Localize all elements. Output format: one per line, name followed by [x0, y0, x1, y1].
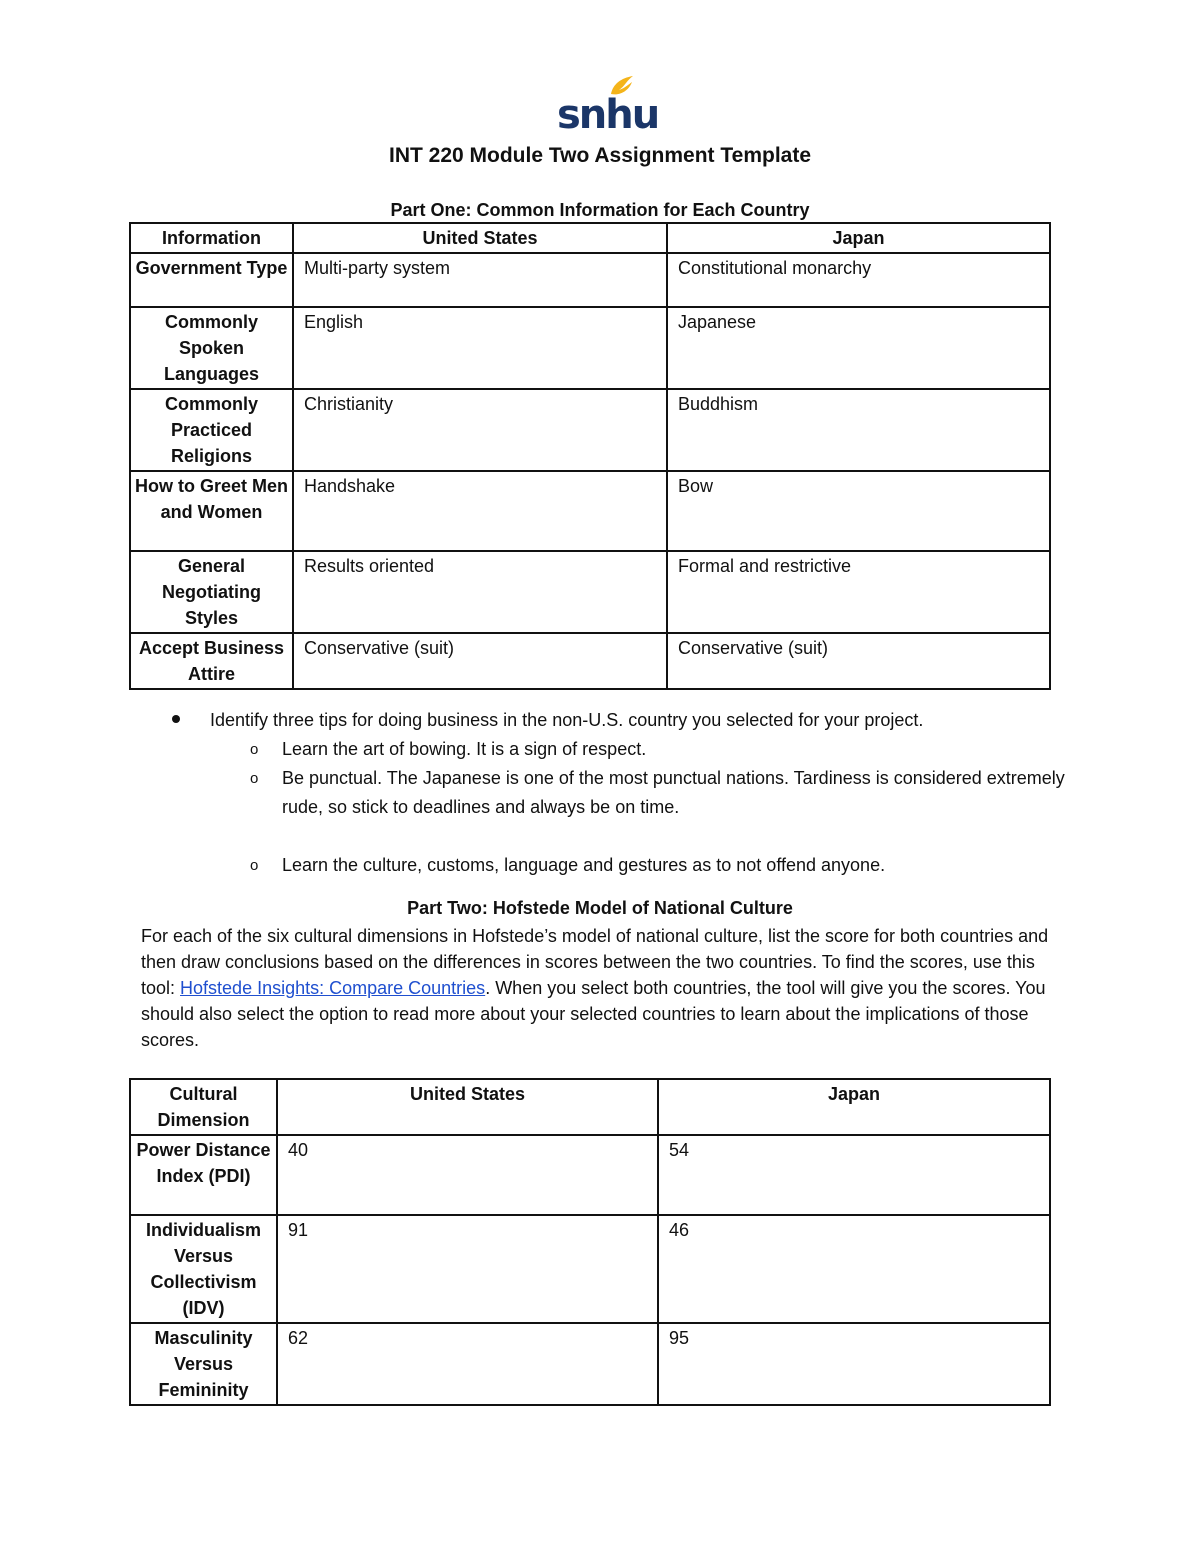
japan-cell: Formal and restrictive	[667, 551, 1050, 633]
us-cell: Christianity	[293, 389, 667, 471]
document-title: INT 220 Module Two Assignment Template	[389, 144, 811, 167]
bullet-icon	[172, 715, 180, 723]
japan-score-cell: 54	[658, 1135, 1050, 1215]
column-header-united-states: United States	[293, 223, 667, 253]
us-score-cell: 40	[277, 1135, 658, 1215]
tip-text: Be punctual. The Japanese is one of the most punctual nations. Tardiness is considered extremely rude, so stick to deadlines and always be on time.	[282, 768, 1065, 817]
table-row	[130, 633, 1050, 689]
row-label: Government Type	[130, 253, 293, 307]
tip-text: Learn the culture, customs, language and gestures as to not offend anyone.	[282, 855, 886, 875]
us-cell: Conservative (suit)	[293, 633, 667, 689]
table-row	[130, 1323, 1050, 1405]
bullet-text: Identify three tips for doing business in the non-U.S. country you selected for your project.	[210, 710, 924, 730]
table-row	[130, 1215, 1050, 1323]
japan-cell: Japanese	[667, 307, 1050, 389]
part-one-heading: Part One: Common Information for Each Country	[390, 200, 810, 220]
tip-text: Learn the art of bowing. It is a sign of respect.	[282, 739, 647, 759]
table-row	[130, 551, 1050, 633]
instructions-text-start: For each of the six cultural dimensions in Hofstede’s model of national culture, list the score for both countries and then draw conclusions based on the differences in scores between the two countries. To find the scores, use this tool:	[141, 926, 1049, 998]
common-info-table	[129, 222, 1051, 690]
column-header-japan: Japan	[667, 223, 1050, 253]
column-header-japan: Japan	[658, 1079, 1050, 1135]
column-header-information: Information	[130, 223, 293, 253]
row-label: Accept Business Attire	[130, 633, 293, 689]
tip-item	[172, 851, 1072, 880]
us-cell: Handshake	[293, 471, 667, 551]
tip-item	[172, 735, 1072, 764]
tip-item	[172, 764, 1072, 822]
us-cell: English	[293, 307, 667, 389]
row-label: Commonly Practiced Religions	[130, 389, 293, 471]
row-label: How to Greet Men and Women	[130, 471, 293, 551]
row-label: Commonly Spoken Languages	[130, 307, 293, 389]
bullet-item	[172, 706, 1072, 735]
snhu-logo	[553, 72, 659, 138]
column-header-cultural-dimension: Cultural Dimension	[130, 1079, 277, 1135]
table-header-row	[130, 1079, 1050, 1135]
sub-bullet-icon: o	[250, 770, 259, 787]
us-cell: Multi-party system	[293, 253, 667, 307]
row-label: Individualism Versus Collectivism (IDV)	[130, 1215, 277, 1323]
part-two-heading: Part Two: Hofstede Model of National Culture	[407, 898, 793, 918]
japan-cell: Constitutional monarchy	[667, 253, 1050, 307]
japan-score-cell: 95	[658, 1323, 1050, 1405]
table-row	[130, 1135, 1050, 1215]
snhu-logo-graphic	[553, 72, 659, 138]
us-score-cell: 91	[277, 1215, 658, 1323]
us-score-cell: 62	[277, 1323, 658, 1405]
row-label: Masculinity Versus Femininity	[130, 1323, 277, 1405]
tips-list	[172, 706, 1072, 880]
svg-text:snhu: snhu	[557, 92, 659, 138]
table-row	[130, 253, 1050, 307]
table-row	[130, 389, 1050, 471]
japan-score-cell: 46	[658, 1215, 1050, 1323]
sub-bullet-icon: o	[250, 857, 259, 874]
table-header-row	[130, 223, 1050, 253]
japan-cell: Buddhism	[667, 389, 1050, 471]
us-cell: Results oriented	[293, 551, 667, 633]
hofstede-table	[129, 1078, 1051, 1406]
row-label: Power Distance Index (PDI)	[130, 1135, 277, 1215]
part-two-instructions	[141, 923, 1061, 1053]
japan-cell: Conservative (suit)	[667, 633, 1050, 689]
hofstede-compare-link[interactable]: Hofstede Insights: Compare Countries	[180, 978, 486, 998]
row-label: General Negotiating Styles	[130, 551, 293, 633]
instructions-text-end: . When you select both countries, the tool will give you the scores. You should also select the option to read more about your selected countries to learn about the implications of those scores.	[141, 978, 1046, 1050]
sub-bullet-icon: o	[250, 741, 259, 758]
column-header-united-states: United States	[277, 1079, 658, 1135]
table-row	[130, 307, 1050, 389]
japan-cell: Bow	[667, 471, 1050, 551]
table-row	[130, 471, 1050, 551]
